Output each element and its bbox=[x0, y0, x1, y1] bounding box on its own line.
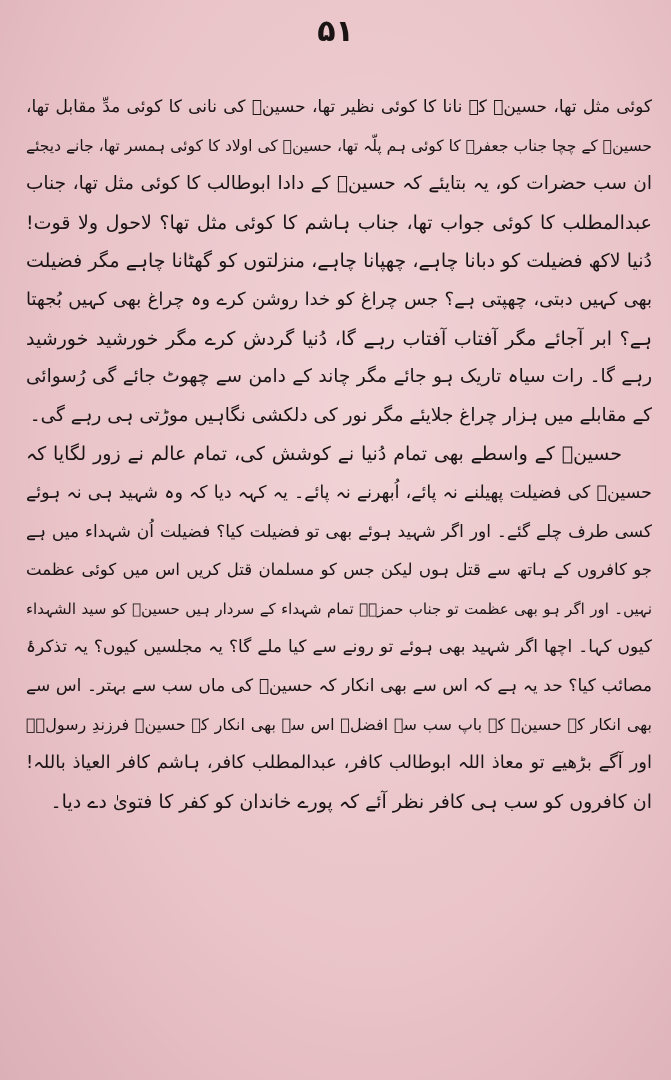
page-number: ۵۱ bbox=[317, 14, 354, 49]
text-line: بھی کہیں دبتی، چھپتی ہے؟ جس چراغ کو خدا روشن کرے وہ چراغ بھی کہیں بُجھتا bbox=[26, 288, 652, 310]
text-line: حسینؑ کی فضیلت پھیلنے نہ پائے، اُبھرنے نہ پائے۔ یہ کہہ دیا کہ وہ شہید ہی نہ ہوئے bbox=[26, 482, 652, 503]
text-line: ان سب حضرات کو، یہ بتایئے کہ حسینؑ کے دادا ابوطالب کا کوئی مثل تھا، جناب bbox=[26, 173, 652, 195]
text-line: ہے؟ ابر آجائے مگر آفتاب آفتاب رہے گا، دُنیا گردش کرے مگر خورشید خورشید bbox=[26, 327, 652, 350]
text-line: رہے گا۔ رات سیاہ تاریک ہو جائے مگر چاند کے دامن سے چھوٹ جائے گی رُسوائی bbox=[26, 366, 652, 388]
text-line: حسینؑ کے چچا جناب جعفرؑ کا کوئی ہم پلّہ تھا، حسینؑ کی اولاد کا کوئی ہمسر تھا، جانے دیجئے bbox=[26, 136, 652, 155]
page-text bbox=[26, 88, 652, 821]
text-line: جو کافروں کے ہاتھ سے قتل ہوں لیکن جس کو مسلمان قتل کریں اس میں کوئی عظمت bbox=[26, 560, 652, 580]
text-line: کوئی مثل تھا، حسینؑ کے نانا کا کوئی نظیر تھا، حسینؑ کی نانی کا کوئی مدِّ مقابل تھا، bbox=[26, 97, 652, 117]
text-line: عبدالمطلب کا کوئی جواب تھا، جناب ہاشم کا کوئی مثل تھا؟ لاحول ولا قوت! bbox=[26, 211, 652, 234]
text-line: کے مقابلے میں ہزار چراغ جلایئے مگر نور کی دلکشی نگاہیں موڑتی ہی رہے گی۔ bbox=[29, 404, 652, 426]
text-line: کیوں کہا۔ اچھا اگر شہید بھی ہوئے تو رونے سے کیا ملے گا؟ یہ مجلسیں کیوں؟ یہ تذکرۂ bbox=[26, 637, 652, 658]
text-line: کسی طرف چلے گئے۔ اور اگر شہید ہوئے بھی تو فضیلت کیا؟ فضیلت اُن شہداء میں ہے bbox=[26, 521, 652, 542]
text-line: اور آگے بڑھیے تو معاذ اللہ ابوطالب کافر، عبدالمطلب کافر، ہاشم کافر العیاذ باللہ! bbox=[26, 752, 652, 774]
text-line: مصائب کیا؟ حد یہ ہے کہ اس سے بھی انکار کہ حسینؑ کی ماں سب سے بہتر۔ اس سے bbox=[26, 675, 652, 696]
text-line: بھی انکار کہ حسینؑ کے باپ سب سے افضل۔ اس سے بھی انکار کہ حسینؑ فرزندِ رسولؐ۔ bbox=[26, 714, 652, 734]
text-line: نہیں۔ اور اگر ہو بھی عظمت تو جناب حمزہؑ تمام شہداء کے سردار ہیں حسینؑ کو سید الشہداء bbox=[26, 599, 652, 618]
text-line: دُنیا لاکھ فضیلت کو دبانا چاہے، چھپانا چاہے، منزلتوں کو گھٹانا چاہے مگر فضیلت bbox=[26, 250, 652, 273]
text-line: ان کافروں کو سب ہی کافر نظر آئے کہ پورے خاندان کو کفر کا فتویٰ دے دیا۔ bbox=[50, 790, 652, 813]
text-line: حسینؑ کے واسطے بھی تمام دُنیا نے کوشش کی، تمام عالم نے زور لگایا کہ bbox=[26, 443, 622, 466]
